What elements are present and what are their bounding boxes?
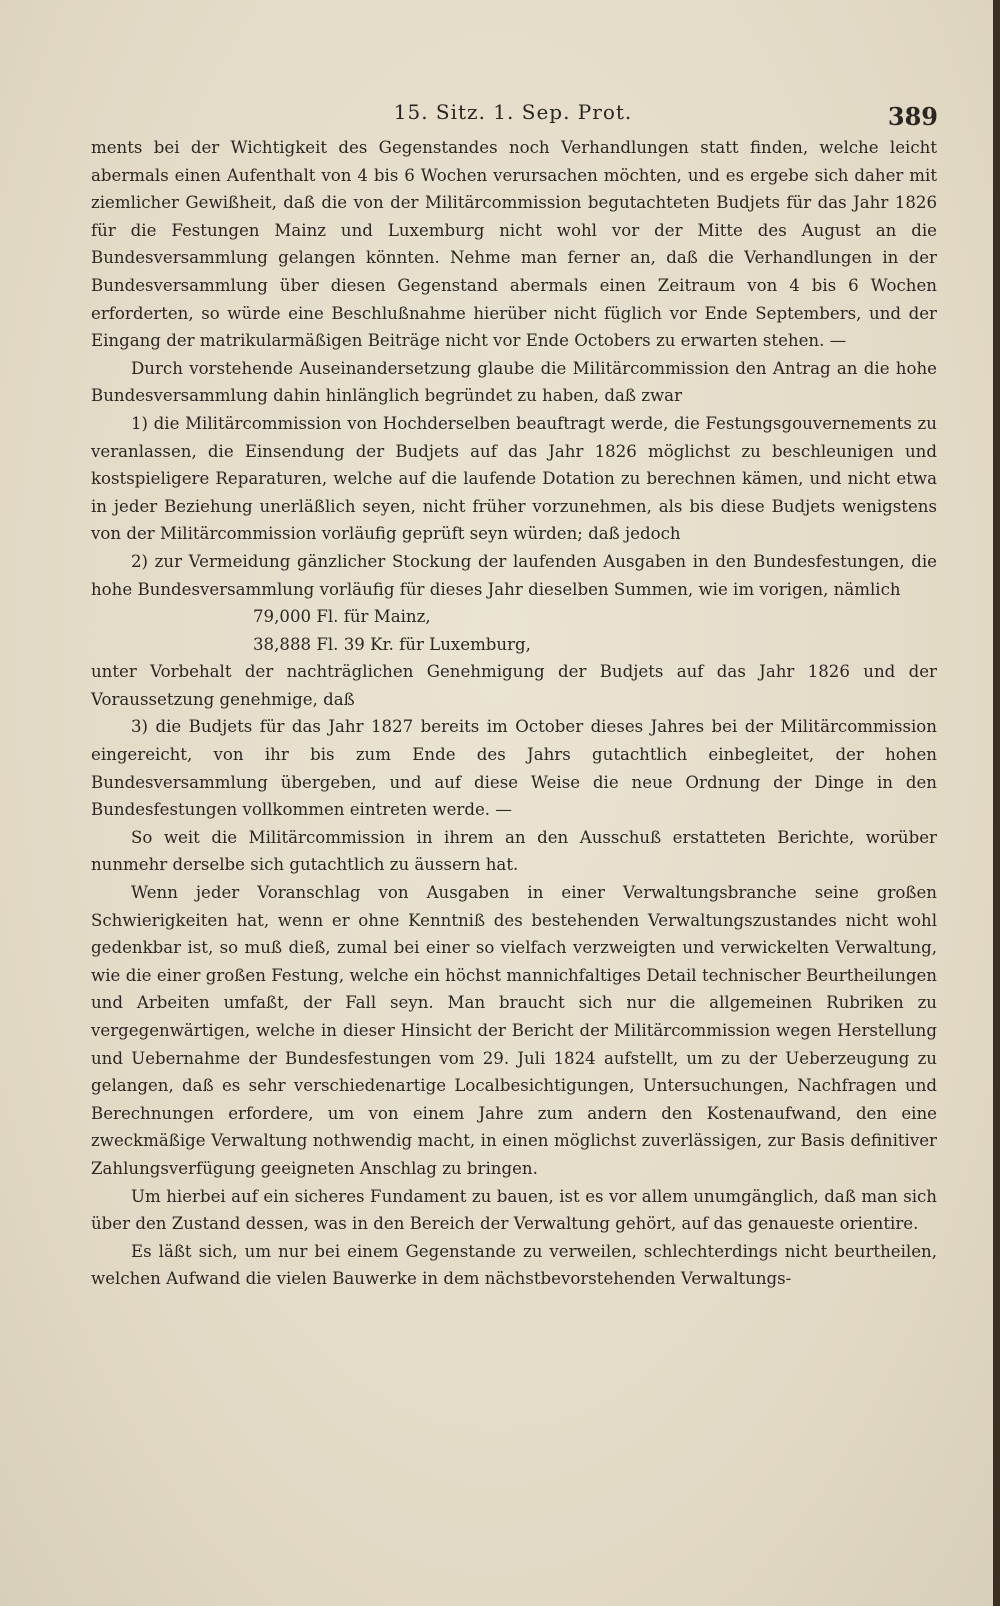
paragraph: ments bei der Wichtigkeit des Gegenstandes noch Verhandlungen statt finden, welche leicht abermals einen Aufenthalt von 4 bis 6 Wochen verursachen möchten, und es ergebe sich daher mit ziemlicher Gewißheit, daß die von der Militärcommission begutachteten Budjets für das Jahr 1826 für die Festungen Mainz und Luxemburg nicht wohl vor der Mitte des August an die Bundesversammlung gelangen könnten. Nehme man ferner an, daß die Verhandlungen in der Bundesversammlung über diesen Gegenstand abermals einen Zeitraum von 4 bis 6 Wochen erforderten, so würde eine Beschlußnahme hierüber nicht füglich vor Ende Septembers, und der Eingang der matrikularmäßigen Beiträge nicht vor Ende Octobers zu erwarten stehen. — bbox=[91, 138, 937, 351]
paragraph: So weit die Militärcommission in ihrem an den Ausschuß erstatteten Berichte, worüber nunmehr derselbe sich gutachtlich zu äussern hat. bbox=[91, 827, 937, 875]
paragraph: 1) die Militärcommission von Hochderselben beauftragt werde, die Festungsgouvernements zu veranlassen, die Einsendung der Budjets auf das Jahr 1826 möglichst zu beschleunigen und kostspieligere Reparaturen, welche auf die laufende Dotation zu berechnen kämen, und nicht etwa in jeder Beziehung unerläßlich seyen, nicht früher vorzunehmen, als bis diese Budjets wenigstens von der Militärcommission vorläufig geprüft seyn würden; daß jedoch bbox=[91, 413, 937, 544]
running-title: 15. Sitz. 1. Sep. Prot. bbox=[393, 100, 633, 124]
page-header bbox=[88, 100, 938, 130]
page-number: 389 bbox=[887, 102, 938, 131]
amount-line-luxemburg: 38,888 Fl. 39 Kr. für Luxemburg, bbox=[253, 634, 531, 654]
paragraph: 2) zur Vermeidung gänzlicher Stockung der laufenden Ausgaben in den Bundesfestungen, die hohe Bundesversammlung vorläufig für dieses Jahr dieselben Summen, wie im vorigen, nämlich bbox=[91, 551, 937, 599]
page-body bbox=[91, 134, 937, 1293]
paragraph: 3) die Budjets für das Jahr 1827 bereits im October dieses Jahres bei der Militärcommission eingereicht, von ihr bis zum Ende des Jahrs gutachtlich einbegleitet, der hohen Bundesversammlung übergeben, und auf diese Weise die neue Ordnung der Dinge in den Bundesfestungen vollkommen eintreten werde. — bbox=[91, 717, 937, 820]
amount-line-mainz: 79,000 Fl. für Mainz, bbox=[253, 607, 431, 627]
paragraph: Durch vorstehende Auseinandersetzung glaube die Militärcommission den Antrag an die hohe Bundesversammlung dahin hinlänglich begründet zu haben, daß zwar bbox=[91, 358, 937, 406]
paragraph: unter Vorbehalt der nachträglichen Genehmigung der Budjets auf das Jahr 1826 und der Voraussetzung genehmige, daß bbox=[91, 662, 937, 709]
paragraph: Um hierbei auf ein sicheres Fundament zu bauen, ist es vor allem unumgänglich, daß man sich über den Zustand dessen, was in den Bereich der Verwaltung gehört, auf das genaueste orientire. bbox=[91, 1186, 937, 1234]
paragraph: Wenn jeder Voranschlag von Ausgaben in einer Verwaltungsbranche seine großen Schwierigkeiten hat, wenn er ohne Kenntniß des bestehenden Verwaltungszustandes nicht wohl gedenkbar ist, so muß dieß, zumal bei einer so vielfach verzweigten und verwickelten Verwaltung, wie die einer großen Festung, welche ein höchst mannichfaltiges Detail technischer Beurtheilungen und Arbeiten umfaßt, der Fall seyn. Man braucht sich nur die allgemeinen Rubriken zu vergegenwärtigen, welche in dieser Hinsicht der Bericht der Militärcommission wegen Herstellung und Uebernahme der Bundesfestungen vom 29. Juli 1824 aufstellt, um zu der Ueberzeugung zu gelangen, daß es sehr verschiedenartige Localbesichtigungen, Untersuchungen, Nachfragen und Berechnungen erfordere, um von einem Jahre zum andern den Kostenaufwand, den eine zweckmäßige Verwaltung nothwendig macht, in einen möglichst zuverlässigen, zur Basis definitiver Zahlungsverfügung geeigneten Anschlag zu bringen. bbox=[91, 883, 937, 1178]
paragraph: Es läßt sich, um nur bei einem Gegenstande zu verweilen, schlechterdings nicht beurtheilen, welchen Aufwand die vielen Bauwerke in dem nächstbevorstehenden Verwaltungs- bbox=[91, 1241, 937, 1289]
page-edge-shadow bbox=[993, 0, 1000, 1606]
